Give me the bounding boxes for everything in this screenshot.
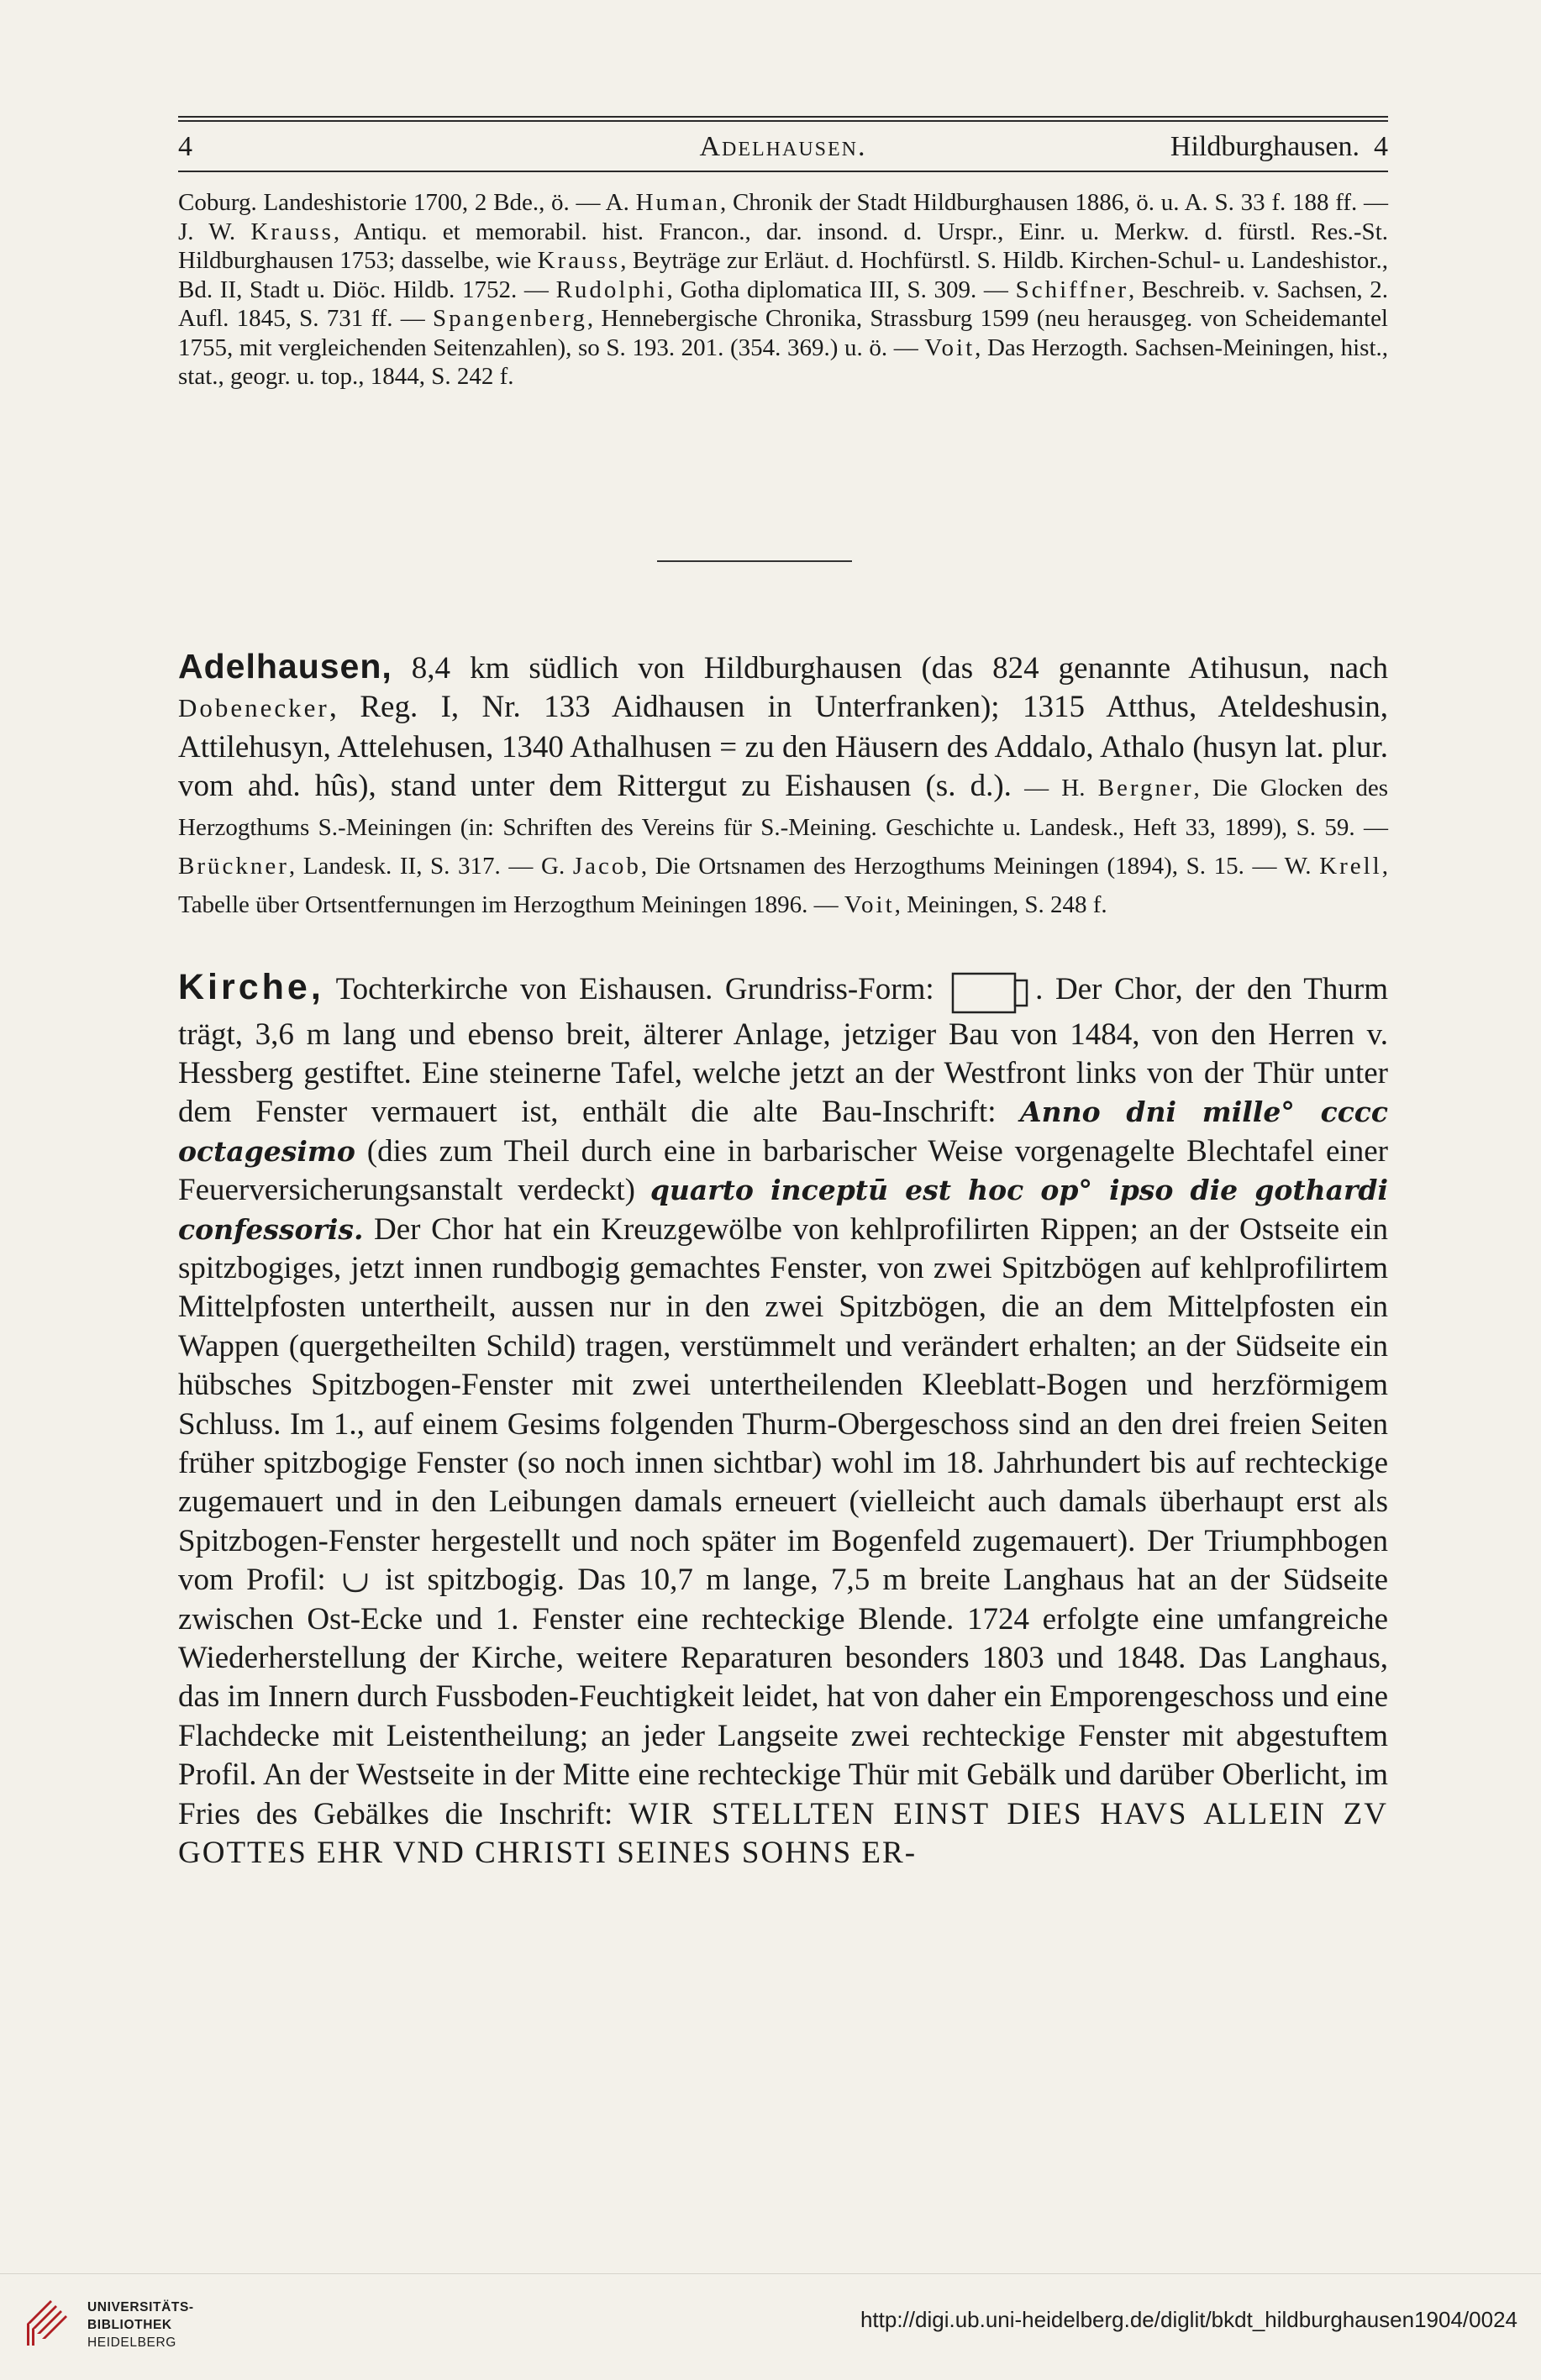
- author-name: Voit: [924, 334, 976, 361]
- section-divider: [657, 560, 852, 562]
- literature-text: , Das Herzogth. Sachsen-Meiningen, hist., stat., geogr. u. top., 1844, S. 242 f.: [178, 334, 1388, 390]
- author-name: Voit: [844, 891, 895, 919]
- church-lemma: Kirche,: [178, 967, 324, 1007]
- literature-text: , Chronik der Stadt Hildburghausen 1886, ö. u. A. S. 33 f. 188 ff. — J. W.: [178, 189, 1388, 245]
- page-number-left: 4: [178, 131, 192, 162]
- author-name: Krell: [1319, 853, 1382, 880]
- header-top-rule-2: [178, 120, 1388, 122]
- literature-text: , Hennebergische Chronika, Strassburg 1599 (neu herausgeg. von Scheidemantel 1755, mit vergleichenden Seitenzahlen), so S. 193. 201. (354. 369.) u. ö. —: [178, 305, 1388, 361]
- university-library-logo: [24, 2295, 77, 2349]
- literature-text: , Antiqu. et memorabil. hist. Francon., dar. insond. d. Urspr., Einr. u. Merkw. d. fürstl. Res.-St. Hildburghausen 1753; dasselbe, wie: [178, 218, 1388, 274]
- library-name-line: UNIVERSITÄTS-: [87, 2300, 194, 2314]
- literature-text: , Die Ortsnamen des Herzogthums Meiningen (1894), S. 15. — W.: [640, 853, 1320, 880]
- header-bottom-rule: [178, 171, 1388, 172]
- library-name: [87, 2299, 194, 2351]
- author-name: Spangenberg: [433, 305, 587, 332]
- author-name: Schiffner: [1015, 276, 1128, 303]
- author-name: Jacob: [572, 853, 641, 880]
- author-name: Krauss: [537, 247, 621, 274]
- literature-text: , Tabelle über Ortsentfernungen im Herzogthum Meiningen 1896. —: [178, 853, 1388, 919]
- library-name-line: HEIDELBERG: [87, 2335, 176, 2350]
- entry-lemma: Adelhausen,: [178, 647, 392, 686]
- running-header: [178, 126, 1388, 168]
- author-name: Krauss: [250, 218, 334, 245]
- church-text: . Der Chor, der den Thurm trägt, 3,6 m lang und ebenso breit, älterer Anlage, jetziger Bau von 1484, von den Herren v. Hessberg gestiftet. Eine steinerne Tafel, welche jetzt an der Westfront links von der Thür unter dem Fenster vermauert ist, enthält die alte Bau-Inschrift:: [178, 972, 1389, 1130]
- inscription-blackletter: Anno dni mille° cccc octagesimo: [178, 1095, 1388, 1168]
- page-number-right: 4: [1374, 131, 1388, 162]
- region-name: Hildburghausen.: [1170, 131, 1360, 162]
- literature-text: , Gotha diplomatica III, S. 309. —: [666, 276, 1016, 303]
- author-name: Human: [635, 189, 720, 216]
- header-top-rule: [178, 116, 1388, 118]
- church-paragraph: [178, 968, 1388, 1873]
- library-name-line: BIBLIOTHEK: [87, 2318, 172, 2332]
- church-text: (dies zum Theil durch eine in barbarischer Weise vorgenagelte Blechtafel einer Feuerversicherungsanstalt verdeckt): [178, 1133, 1388, 1208]
- author-name: Brückner: [178, 853, 289, 880]
- literature-text: , Meiningen, S. 248 f.: [894, 891, 1107, 919]
- church-text: Tochterkirche von Eishausen. Grundriss-Form:: [323, 972, 947, 1006]
- literature-text: , Beyträge zur Erläut. d. Hochfürstl. S. Hildb. Kirchen-Schul- u. Landeshistor., Bd. II, Stadt u. Diöc. Hildb. 1752. —: [178, 247, 1388, 303]
- author-name: Rudolphi: [555, 276, 667, 303]
- literature-text: , Beschreib. v. Sachsen, 2. Aufl. 1845, S. 731 ff. —: [178, 276, 1389, 332]
- literature-text: — H.: [1011, 775, 1098, 802]
- entry-text: 8,4 km südlich von Hildburghausen (das 824 genannte Atihusun, nach: [392, 651, 1388, 686]
- entry-text: , Reg. I, Nr. 133 Aidhausen in Unterfranken); 1315 Atthus, Ateldeshusin, Attilehusyn, Attelehusen, 1340 Athalhusen = zu den Häusern des Addalo, Athalo (husyn lat. plur. vom ahd. hûs), stand unter dem Rittergut zu Eishausen (s. d.).: [178, 690, 1388, 804]
- entry-paragraph: [178, 647, 1388, 923]
- permalink-url[interactable]: http://digi.ub.uni-heidelberg.de/diglit/bkdt_hildburghausen1904/0024: [860, 2307, 1517, 2332]
- church-text: Der Chor hat ein Kreuzgewölbe von kehlprofilirten Rippen; an der Ostseite ein spitzbogiges, jetzt innen rundbogig gemachtes Fenster, von zwei Spitzbögen auf kehlprofilirtem Mittelpfosten untertheilt, aussen nur in den zwei Spitzbögen, die an dem Mittelpfosten ein Wappen (quergetheilten Schild) tragen, verstümmelt und verändert erhalten; an der Südseite ein hübsches Spitzbogen-Fenster mit zwei untertheilenden Kleeblatt-Bogen und herzförmigem Schluss. Im 1., auf einem Gesims folgenden Thurm-Obergeschoss sind an den drei freien Seiten früher spitzbogige Fenster (so noch innen sichtbar) wohl im 18. Jahrhundert bis auf rechteckige zugemauert und in den Leibungen damals erneuert (vielleicht auch damals überhaupt erst als Spitzbogen-Fenster hergestellt und noch später im Bogenfeld zugemauert). Der Triumphbogen vom Profil:: [178, 1211, 1388, 1598]
- literature-paragraph: [178, 188, 1388, 391]
- literature-text: , Die Glocken des Herzogthums S.-Meiningen (in: Schriften des Vereins für S.-Meining. Geschichte u. Landesk., Heft 33, 1899), S. 59. —: [178, 775, 1388, 841]
- inscription-capitals: WIR STELLTEN EINST DIES HAVS ALLEIN ZV GOTTES EHR VND CHRISTI SEINES SOHNS ER-: [178, 1796, 1388, 1871]
- church-text: ist spitzbogig. Das 10,7 m lange, 7,5 m breite Langhaus hat an der Südseite zwischen Ost-Ecke und 1. Fenster eine rechteckige Blende. 1724 erfolgte eine umfangreiche Wiederherstellung der Kirche, weitere Reparaturen besonders 1803 und 1848. Das Langhaus, das im Innern durch Fussboden-Feuchtigkeit leidet, hat von daher ein Emporengeschoss und eine Flachdecke mit Leistentheilung; an jeder Langseite zwei rechteckige Fenster mit abgestuftem Profil. An der Westseite in der Mitte eine rechteckige Thür mit Gebälk und darüber Oberlicht, im Fries des Gebälkes die Inschrift:: [178, 1563, 1388, 1831]
- inscription-blackletter: quarto inceptū est hoc op° ipso die gothardi confessoris.: [178, 1174, 1388, 1246]
- running-title: Adelhausen.: [699, 131, 867, 162]
- arch-profile-icon: [342, 1571, 369, 1595]
- literature-text: , Landesk. II, S. 317. — G.: [288, 853, 573, 880]
- running-region: [1170, 126, 1388, 168]
- footer-rule: [0, 2273, 1541, 2274]
- author-name: Bergner: [1097, 775, 1194, 802]
- ground-plan-icon: [951, 969, 1030, 1016]
- literature-text: Coburg. Landeshistorie 1700, 2 Bde., ö. — A.: [178, 189, 636, 216]
- author-name: Dobenecker: [178, 693, 329, 723]
